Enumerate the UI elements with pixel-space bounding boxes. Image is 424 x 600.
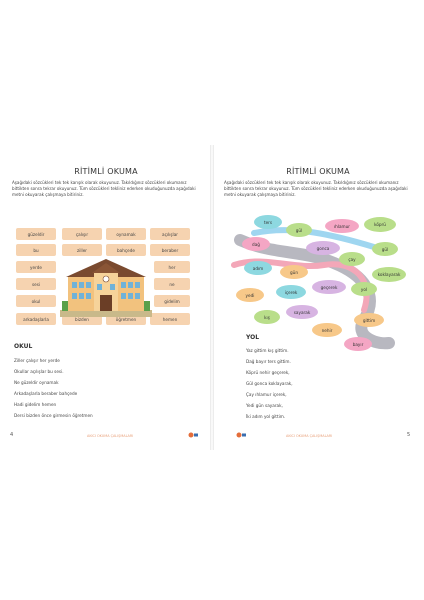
right-poem-title: YOL bbox=[246, 334, 260, 341]
right-page-title: RİTİMLİ OKUMA bbox=[286, 167, 350, 176]
poem-line: Yaz gittim kış gittim. bbox=[246, 348, 289, 353]
word-balloon: sayarak bbox=[286, 305, 318, 319]
word-balloon: gittim bbox=[354, 313, 384, 327]
poem-line: Ziller çalışır her yerde bbox=[14, 358, 60, 363]
word-balloon: yol bbox=[351, 282, 377, 296]
poem-line: Arkadaşlarla beraber bahçede bbox=[14, 391, 78, 396]
left-page-instructions: Aşağıdaki sözcükleri tek tek karışık olarak okuyunuz. Takıldığınız sözcükleri okumanız bittikten sonra tekrar okuyunuz. Tüm sözcükleri tekliniz ederken okuduğunuzda aşağıdaki metni okuyarak çalışmaya bitiriniz. bbox=[12, 180, 196, 198]
word-balloon: nehir bbox=[312, 323, 342, 337]
left-poem-title: OKUL bbox=[14, 343, 33, 350]
left-page bbox=[2, 145, 210, 450]
word-box: her bbox=[154, 261, 190, 273]
poem-line: Hadi gidelim hemen bbox=[14, 402, 57, 407]
word-box: öğretmen bbox=[106, 313, 146, 325]
word-box: açılışlar bbox=[150, 228, 190, 240]
word-balloon: gün bbox=[280, 265, 308, 279]
word-box: gidelim bbox=[154, 295, 190, 307]
word-balloon: köprü bbox=[364, 217, 396, 232]
word-balloon: ters bbox=[254, 215, 282, 229]
publisher-logo-icon bbox=[236, 432, 246, 438]
book-spread bbox=[0, 145, 424, 450]
word-box: bizden bbox=[62, 313, 102, 325]
word-balloon: ıhlamur bbox=[325, 219, 359, 233]
poem-line: Ne güzeldir oynamak bbox=[14, 380, 59, 385]
right-page bbox=[214, 145, 422, 450]
poem-line: Okullar açılışlar bu sesi. bbox=[14, 369, 64, 374]
right-page-number: 5 bbox=[407, 432, 411, 438]
school-building-icon bbox=[60, 255, 152, 317]
word-box: sesi bbox=[16, 278, 56, 290]
word-balloon: geçerek bbox=[312, 280, 346, 294]
word-balloon: çay bbox=[339, 252, 365, 266]
word-box: yerde bbox=[16, 261, 56, 273]
poem-line: Dağ bayır ters gittim. bbox=[246, 359, 291, 364]
poem-line: Köprü nehir geçerek, bbox=[246, 370, 290, 375]
word-balloon: gül bbox=[372, 242, 398, 256]
left-page-footer: AKICI OKUMA ÇALIŞMALARI bbox=[87, 434, 134, 438]
poem-line: İki adım yol gittim. bbox=[246, 414, 286, 419]
word-balloon: adım bbox=[244, 261, 272, 275]
left-poem bbox=[14, 355, 93, 421]
word-balloon: kış bbox=[254, 310, 280, 324]
word-balloon: bayır bbox=[344, 337, 372, 351]
left-page-number: 4 bbox=[10, 432, 14, 438]
word-balloon: dağ bbox=[242, 237, 270, 251]
poem-line: Dersi bizden önce girmesin öğretmen bbox=[14, 413, 93, 418]
poem-line: Yedi gün sayarak, bbox=[246, 403, 283, 408]
word-box: hemen bbox=[150, 313, 190, 325]
word-balloon: gonca bbox=[306, 241, 340, 255]
publisher-logo-icon bbox=[188, 432, 198, 438]
word-box: güzeldir bbox=[16, 228, 56, 240]
word-box: ziller bbox=[62, 244, 102, 256]
word-box: çalışır bbox=[62, 228, 102, 240]
right-poem bbox=[246, 345, 293, 422]
right-page-instructions: Aşağıdaki sözcükleri tek tek karışık olarak okuyunuz. Takıldığınız sözcükleri okumanız bittikten sonra tekrar okuyunuz. Tüm sözcükleri tekliniz ederken okuduğunuzda aşağıdaki metni okuyarak çalışmaya bitiriniz. bbox=[224, 180, 408, 198]
word-balloon: gül bbox=[286, 223, 312, 237]
word-box: beraber bbox=[150, 244, 190, 256]
word-box: bahçede bbox=[106, 244, 146, 256]
word-box: okul bbox=[16, 295, 56, 307]
word-box: bu bbox=[16, 244, 56, 256]
word-balloon: içerek bbox=[276, 285, 306, 299]
word-balloon: yedi bbox=[236, 288, 264, 302]
poem-line: Gül gonca koklayarak, bbox=[246, 381, 293, 386]
word-box: arkadaşlarla bbox=[16, 313, 56, 325]
word-box: ne bbox=[154, 278, 190, 290]
word-box: oynamak bbox=[106, 228, 146, 240]
poem-line: Çay ıhlamur içerek, bbox=[246, 392, 287, 397]
right-page-footer: AKICI OKUMA ÇALIŞMALARI bbox=[286, 434, 333, 438]
word-balloon: koklayarak bbox=[372, 267, 406, 282]
left-page-title: RİTİMLİ OKUMA bbox=[74, 167, 138, 176]
